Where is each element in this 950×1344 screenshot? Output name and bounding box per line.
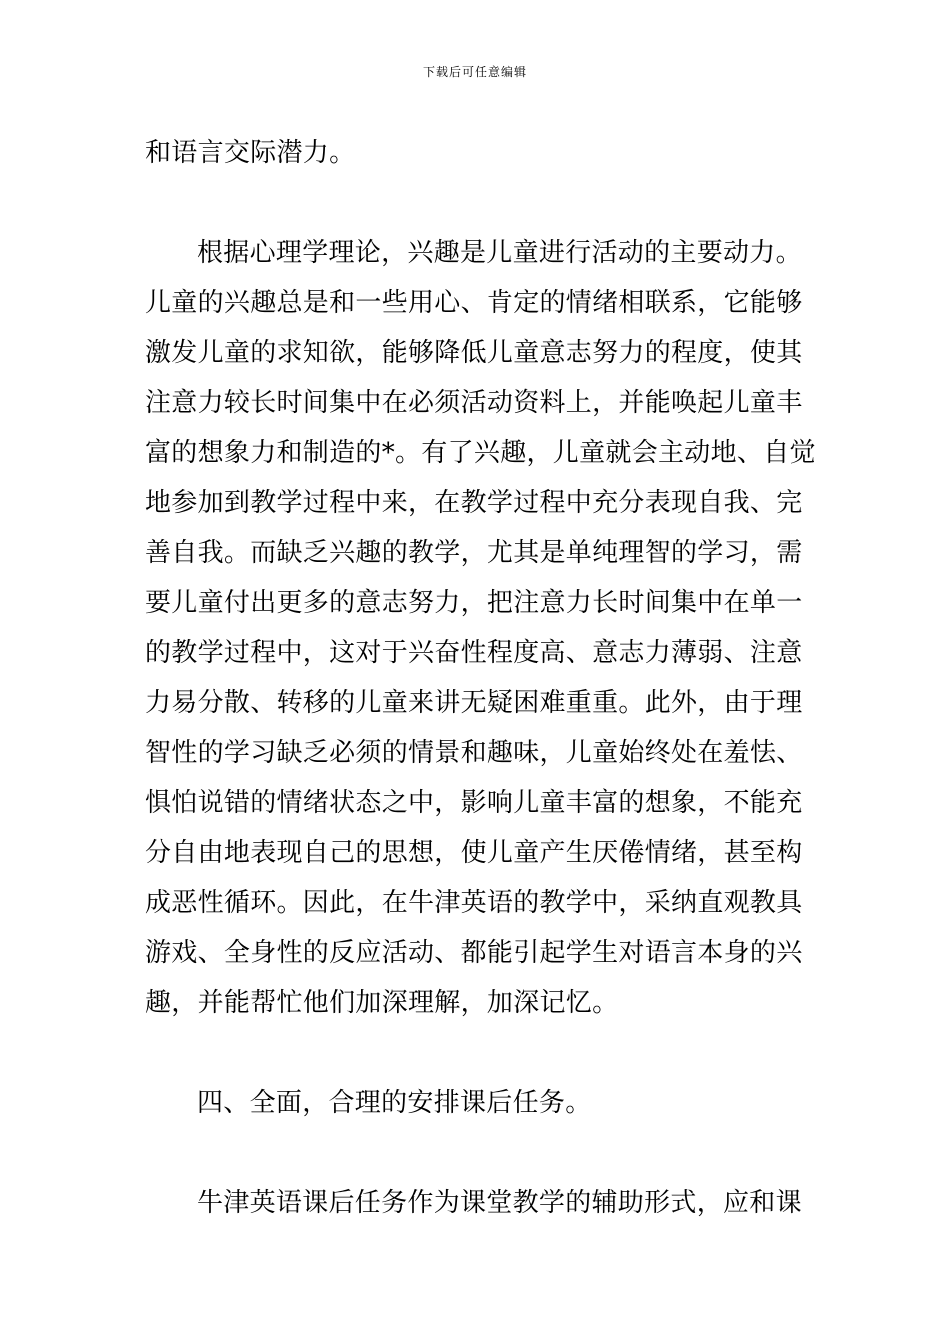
text-line: 惧怕说错的情绪状态之中，影响儿童丰富的想象，不能充 xyxy=(145,788,803,818)
text-line: 的教学过程中，这对于兴奋性程度高、意志力薄弱、注意 xyxy=(145,638,803,668)
page-header: 下载后可任意编辑 xyxy=(422,65,527,79)
text-line: 注意力较长时间集中在必须活动资料上，并能唤起儿童丰 xyxy=(145,388,803,418)
document-body xyxy=(145,128,815,1228)
text-line: 富的想象力和制造的*。有了兴趣，儿童就会主动地、自觉 xyxy=(145,438,816,468)
text-line: 分自由地表现自己的思想，使儿童产生厌倦情绪，甚至构 xyxy=(145,838,803,868)
paragraph-continuation xyxy=(145,128,815,178)
text-line: 力易分散、转移的儿童来讲无疑困难重重。此外，由于理 xyxy=(145,688,803,718)
section-heading-four xyxy=(145,1078,815,1128)
text-line: 成恶性循环。因此，在牛津英语的教学中，采纳直观教具 xyxy=(145,888,803,918)
text-line: 趣，并能帮忙他们加深理解，加深记忆。 xyxy=(145,988,619,1018)
text-line: 牛津英语课后任务作为课堂教学的辅助形式，应和课 xyxy=(197,1188,802,1218)
paragraph-gap xyxy=(145,178,815,228)
paragraph-gap xyxy=(145,1128,815,1178)
text-line: 四、全面，合理的安排课后任务。 xyxy=(197,1088,592,1118)
text-line: 善自我。而缺乏兴趣的教学，尤其是单纯理智的学习，需 xyxy=(145,538,803,568)
text-line: 儿童的兴趣总是和一些用心、肯定的情绪相联系，它能够 xyxy=(145,288,803,318)
text-line: 激发儿童的求知欲，能够降低儿童意志努力的程度，使其 xyxy=(145,338,803,368)
text-line: 游戏、全身性的反应活动、都能引起学生对语言本身的兴 xyxy=(145,938,803,968)
paragraph-interest xyxy=(145,228,815,1028)
text-line: 根据心理学理论，兴趣是儿童进行活动的主要动力。 xyxy=(197,238,802,268)
text-line: 智性的学习缺乏必须的情景和趣味，儿童始终处在羞怯、 xyxy=(145,738,803,768)
paragraph-homework xyxy=(145,1178,815,1228)
text-line: 地参加到教学过程中来，在教学过程中充分表现自我、完 xyxy=(145,488,803,518)
text-line: 和语言交际潜力。 xyxy=(145,138,356,168)
text-line: 要儿童付出更多的意志努力，把注意力长时间集中在单一 xyxy=(145,588,803,618)
paragraph-gap xyxy=(145,1028,815,1078)
